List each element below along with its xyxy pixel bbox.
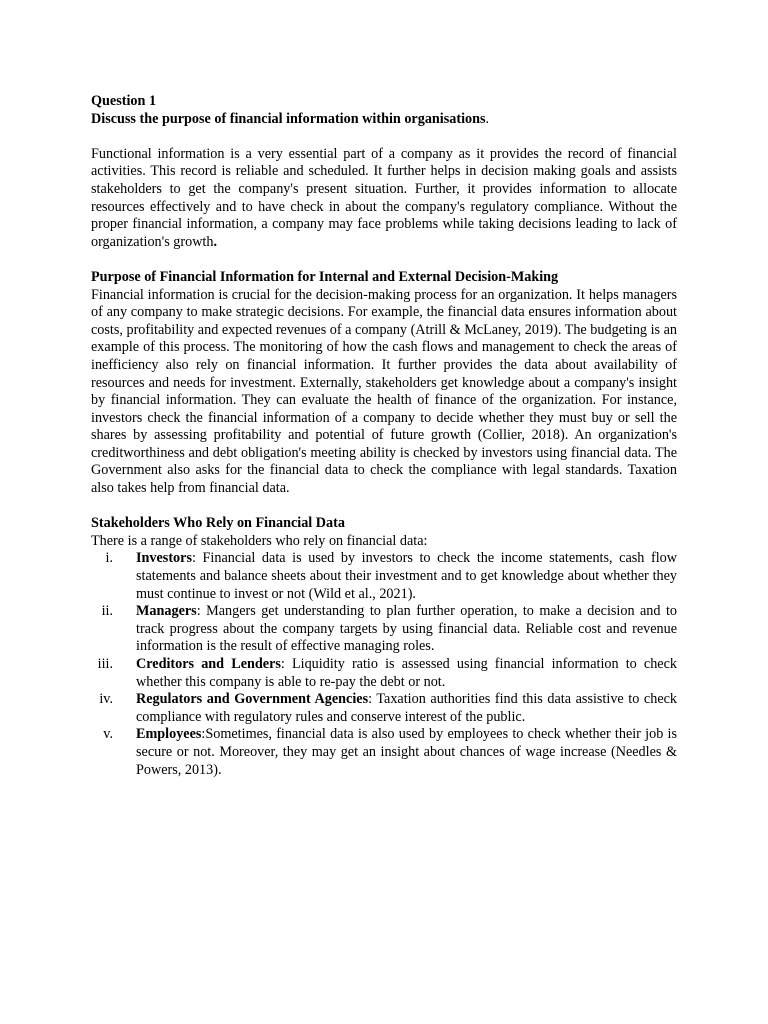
- list-item-term: Employees: [136, 726, 202, 743]
- list-item: [91, 656, 677, 691]
- list-item: [91, 691, 677, 726]
- spacer: [91, 251, 677, 269]
- list-item: [91, 550, 677, 603]
- document-page: [91, 93, 677, 779]
- list-item-term: Investors: [136, 550, 192, 567]
- list-item-text: : Liquidity ratio is assessed using financial information to check whether this company is able to re-pay the debt or not.: [136, 656, 677, 690]
- section1-paragraph: Financial information is crucial for the decision-making process for an organization. It helps managers of any company to make strategic decisions. For example, the financial data ensures information about costs, profitability and expected revenues of a company (Atrill & McLaney, 2019). The budgeting is an example of this process. The monitoring of how the cash flows and management to check the areas of inefficiency also rely on financial information. It further provides the data about availability of resources and needs for investment. Externally, stakeholders get knowledge about a company's insight by financial information. They can evaluate the health of finance of the organization. For instance, investors check the financial information of a company to decide whether they must buy or sell the shares by assessing profitability and potential of future growth (Collier, 2018). An organization's creditworthiness and debt obligation's meeting ability is checked by investors using financial data. The Government also asks for the financial data to check the compliance with legal standards. Taxation also takes help from financial data.: [91, 286, 677, 497]
- stakeholder-list: [91, 550, 677, 779]
- list-item: [91, 726, 677, 779]
- list-item-number: v.: [103, 726, 113, 743]
- spacer: [91, 498, 677, 516]
- question-end: .: [485, 110, 490, 127]
- list-item-number: i.: [105, 550, 113, 567]
- intro-text: Functional information is a very essential part of a company as it provides the record of financial activities. This record is reliable and scheduled. It further helps in decision making goals and assists stakeholders to get the company's present situation. Further, it provides information to allocate resources effectively and to have check in about the company's regulatory compliance. Without the proper financial information, a company may face problems while taking decisions leading to lack of organization's growth: [91, 145, 677, 250]
- list-item-term: Creditors and Lenders: [136, 656, 281, 672]
- list-item-number: iii.: [97, 656, 113, 672]
- section2-heading: Stakeholders Who Rely on Financial Data: [91, 515, 345, 532]
- list-item-text: : Financial data is used by investors to check the income statements, cash flow statements and balance sheets about their investment and to get knowledge about whether they must continue to invest or not (Wild et al., 2021).: [136, 550, 677, 602]
- list-item-term: Regulators and Government Agencies: [136, 691, 369, 708]
- intro-paragraph: [91, 146, 677, 252]
- list-item-text: :Sometimes, financial data is also used by employees to check whether their job is secure or not. Moreover, they may get an insight about chances of wage increase (Needles & Powers, 2013).: [136, 726, 677, 778]
- list-item-number: ii.: [101, 603, 113, 620]
- list-item-text: : Taxation authorities find this data assistive to check compliance with regulatory rules and conserve interest of the public.: [136, 691, 678, 725]
- question-label: Question 1: [91, 93, 157, 109]
- list-item-text: : Mangers get understanding to plan further operation, to make a decision and to track progress about the company targets by using financial data. Reliable cost and revenue information is the result of effective managing roles.: [136, 603, 677, 655]
- question-prompt: [91, 111, 677, 129]
- section1-heading: Purpose of Financial Information for Internal and External Decision-Making: [91, 268, 559, 285]
- list-item: [91, 603, 677, 656]
- list-item-term: Managers: [136, 603, 197, 620]
- list-item-number: iv.: [99, 691, 113, 708]
- section2-intro: There is a range of stakeholders who rely on financial data:: [91, 532, 428, 549]
- question-text: Discuss the purpose of financial information within organisations: [91, 110, 486, 127]
- intro-end: .: [213, 233, 218, 250]
- spacer: [91, 128, 677, 146]
